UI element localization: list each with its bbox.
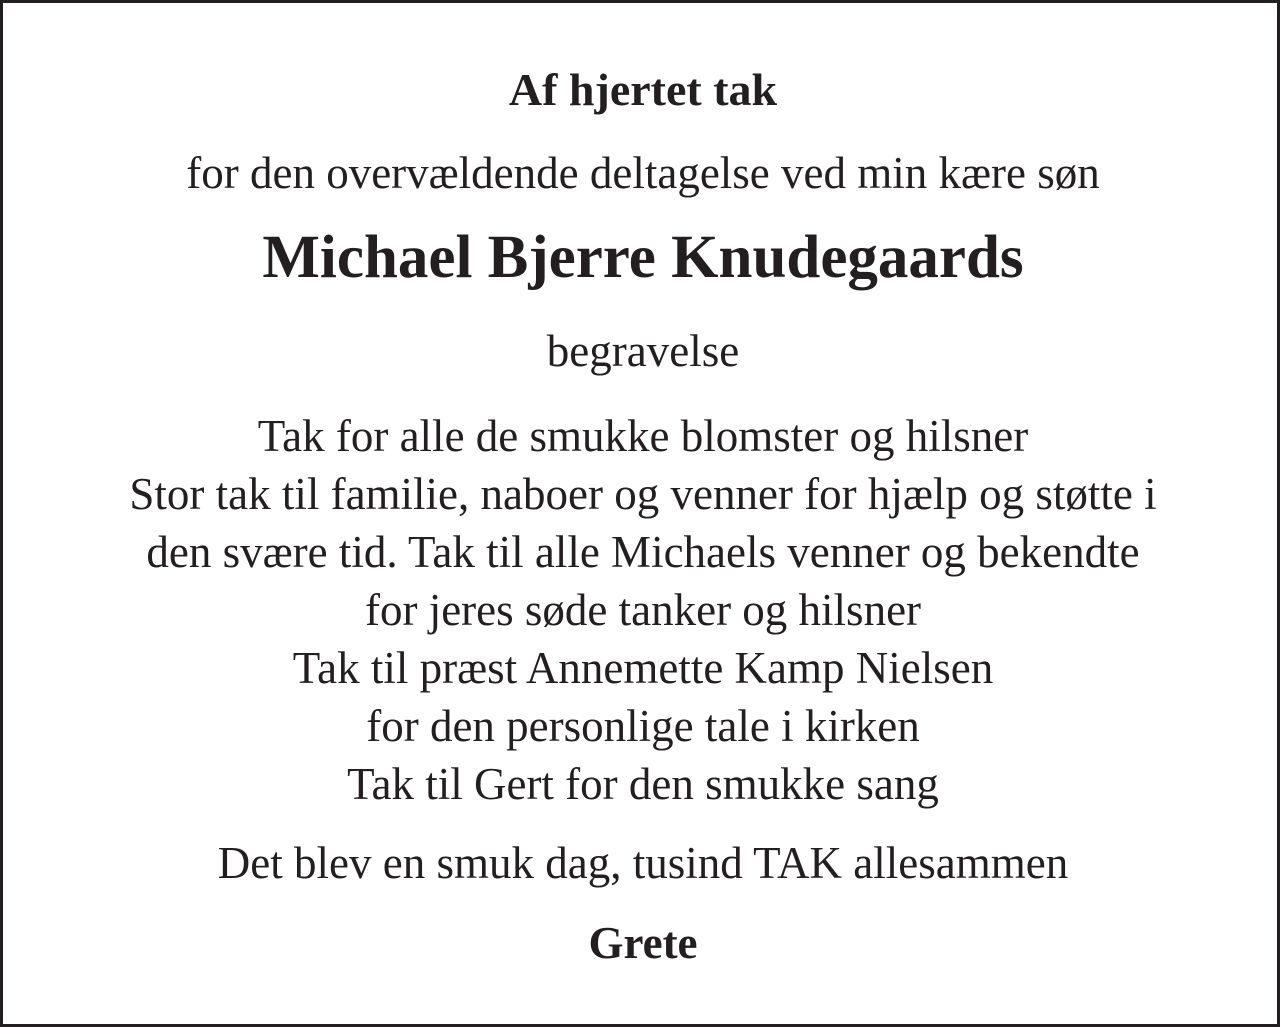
deceased-name: Michael Bjerre Knudegaards bbox=[262, 224, 1024, 291]
thanks-line: Tak for alle de smukke blomster og hilsner bbox=[257, 411, 1029, 461]
thanks-body bbox=[3, 407, 1280, 813]
notice-intro: for den overvældende deltagelse ved min kære søn bbox=[186, 148, 1100, 198]
thanks-line: den svære tid. Tak til alle Michaels venner og bekendte bbox=[146, 527, 1140, 577]
thanks-line: for den personlige tale i kirken bbox=[366, 701, 920, 751]
thanks-line: for jeres søde tanker og hilsner bbox=[364, 585, 922, 635]
notice-subline: begravelse bbox=[546, 326, 740, 376]
closing-line: Det blev en smuk dag, tusind TAK allesammen bbox=[217, 838, 1069, 888]
signature: Grete bbox=[588, 918, 698, 968]
thanks-line: Tak til Gert for den smukke sang bbox=[347, 759, 939, 809]
thanks-line: Tak til præst Annemette Kamp Nielsen bbox=[292, 643, 994, 693]
thanks-line: Stor tak til familie, naboer og venner for hjælp og støtte i bbox=[129, 469, 1157, 519]
notice-heading: Af hjertet tak bbox=[508, 64, 778, 115]
